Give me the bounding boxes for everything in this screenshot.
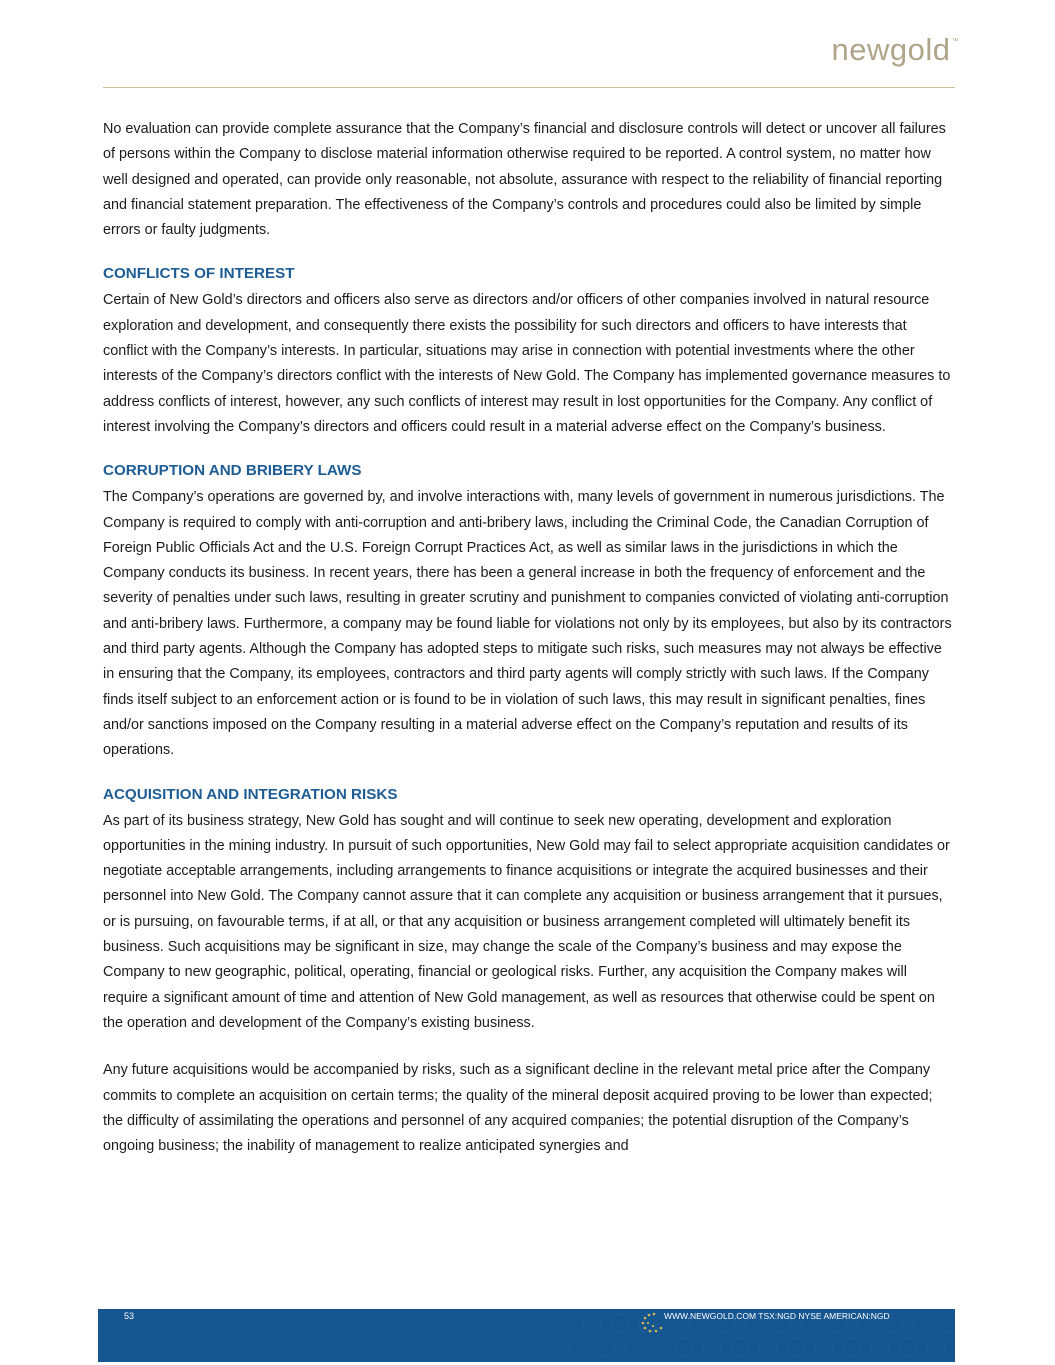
paragraph: The Company’s operations are governed by, and involve interactions with, many levels of government in numerous jurisdictions. The Company is required to comply with anti-corruption and anti-bribery laws, including the Criminal Code, the Canadian Corruption of Foreign Public Officials Act and the U.S. Foreign Corrupt Practices Act, as well as similar laws in the jurisdictions in which the Company conducts its business. In recent years, there has been a general increase in both the frequency of enforcement and the severity of penalties under such laws, resulting in greater scrutiny and punishment to companies convicted of violating anti-corruption and anti-bribery laws. Furthermore, a company may be found liable for violations not only by its employees, but also by its contractors and third party agents. Although the Company has adopted steps to mitigate such risks, such measures may not always be effective in ensuring that the Company, its employees, contractors and third party agents will comply strictly with such laws. If the Company finds itself subject to an enforcement action or is found to be in violation of such laws, this may result in significant penalties, fines and/or sanctions imposed on the Company resulting in a material adverse effect on the Company’s reputation and results of its operations. (103, 489, 952, 759)
section-heading: CORRUPTION AND BRIBERY LAWS (103, 462, 362, 480)
logo-text: newgold (831, 32, 951, 67)
globe-icon (639, 1310, 667, 1334)
paragraph: No evaluation can provide complete assurance that the Company’s financial and disclosure controls will detect or uncover all failures of persons within the Company to disclose material information otherwise required to be reported. A control system, no matter how well designed and operated, can provide only reasonable, not absolute, assurance with respect to the reliability of financial reporting and financial statement preparation. The effectiveness of the Company’s controls and procedures could also be limited by simple errors or faulty judgments. (103, 121, 946, 239)
paragraph: As part of its business strategy, New Gold has sought and will continue to seek new operating, development and exploration opportunities in the mining industry. In pursuit of such opportunities, New Gold may fail to select appropriate acquisition candidates or negotiate acceptable arrangements, including arrangements to finance acquisitions or integrate the acquired businesses and their personnel into New Gold. The Company cannot assure that it can complete any acquisition or business arrangement that it pursues, or is pursuing, on favourable terms, if at all, or that any acquisition or business arrangement completed will ultimately benefit its business. Such acquisitions may be significant in size, may change the scale of the Company’s business and may expose the Company to new geographic, political, operating, financial or geological risks. Further, any acquisition the Company makes will require a significant amount of time and attention of New Gold management, as well as resources that otherwise could be spent on the operation and development of the Company’s existing business. (103, 812, 950, 1031)
paragraph: Any future acquisitions would be accompanied by risks, such as a significant decline in the relevant metal price after the Company commits to complete an acquisition on certain terms; the quality of the mineral deposit acquired proving to be lower than expected; the difficulty of assimilating the operations and personnel of any acquired companies; the potential disruption of the Company’s ongoing business; the inability of management to realize anticipated synergies and (103, 1062, 933, 1155)
footer-bar (98, 1309, 955, 1362)
document-body (103, 117, 955, 1177)
logo-trademark: ™ (951, 38, 959, 45)
section-controls (103, 117, 955, 243)
section-conflicts-of-interest (103, 261, 955, 440)
paragraph: Certain of New Gold’s directors and officers also serve as directors and/or officers of other companies involved in natural resource exploration and development, and consequently there exists the possibility for such directors and officers to have interests that conflict with the Company’s interests. In particular, situations may arise in connection with potential investments where the other interests of the Company’s directors conflict with the interests of New Gold. The Company has implemented governance measures to address conflicts of interest, however, any such conflicts of interest may result in lost opportunities for the Company. Any conflict of interest involving the Company’s directors and officers could result in a material adverse effect on the Company’s business. (103, 292, 951, 435)
section-heading: CONFLICTS OF INTEREST (103, 265, 295, 283)
section-corruption-and-bribery-laws (103, 458, 955, 763)
footer-links[interactable]: WWW.NEWGOLD.COM TSX:NGD NYSE AMERICAN:NGD (664, 1311, 890, 1321)
section-acquisition-and-integration-risks (103, 782, 955, 1160)
header-rule (103, 87, 955, 88)
section-heading: ACQUISITION AND INTEGRATION RISKS (103, 785, 398, 803)
newgold-logo (832, 32, 959, 68)
page-number: 53 (124, 1311, 135, 1321)
